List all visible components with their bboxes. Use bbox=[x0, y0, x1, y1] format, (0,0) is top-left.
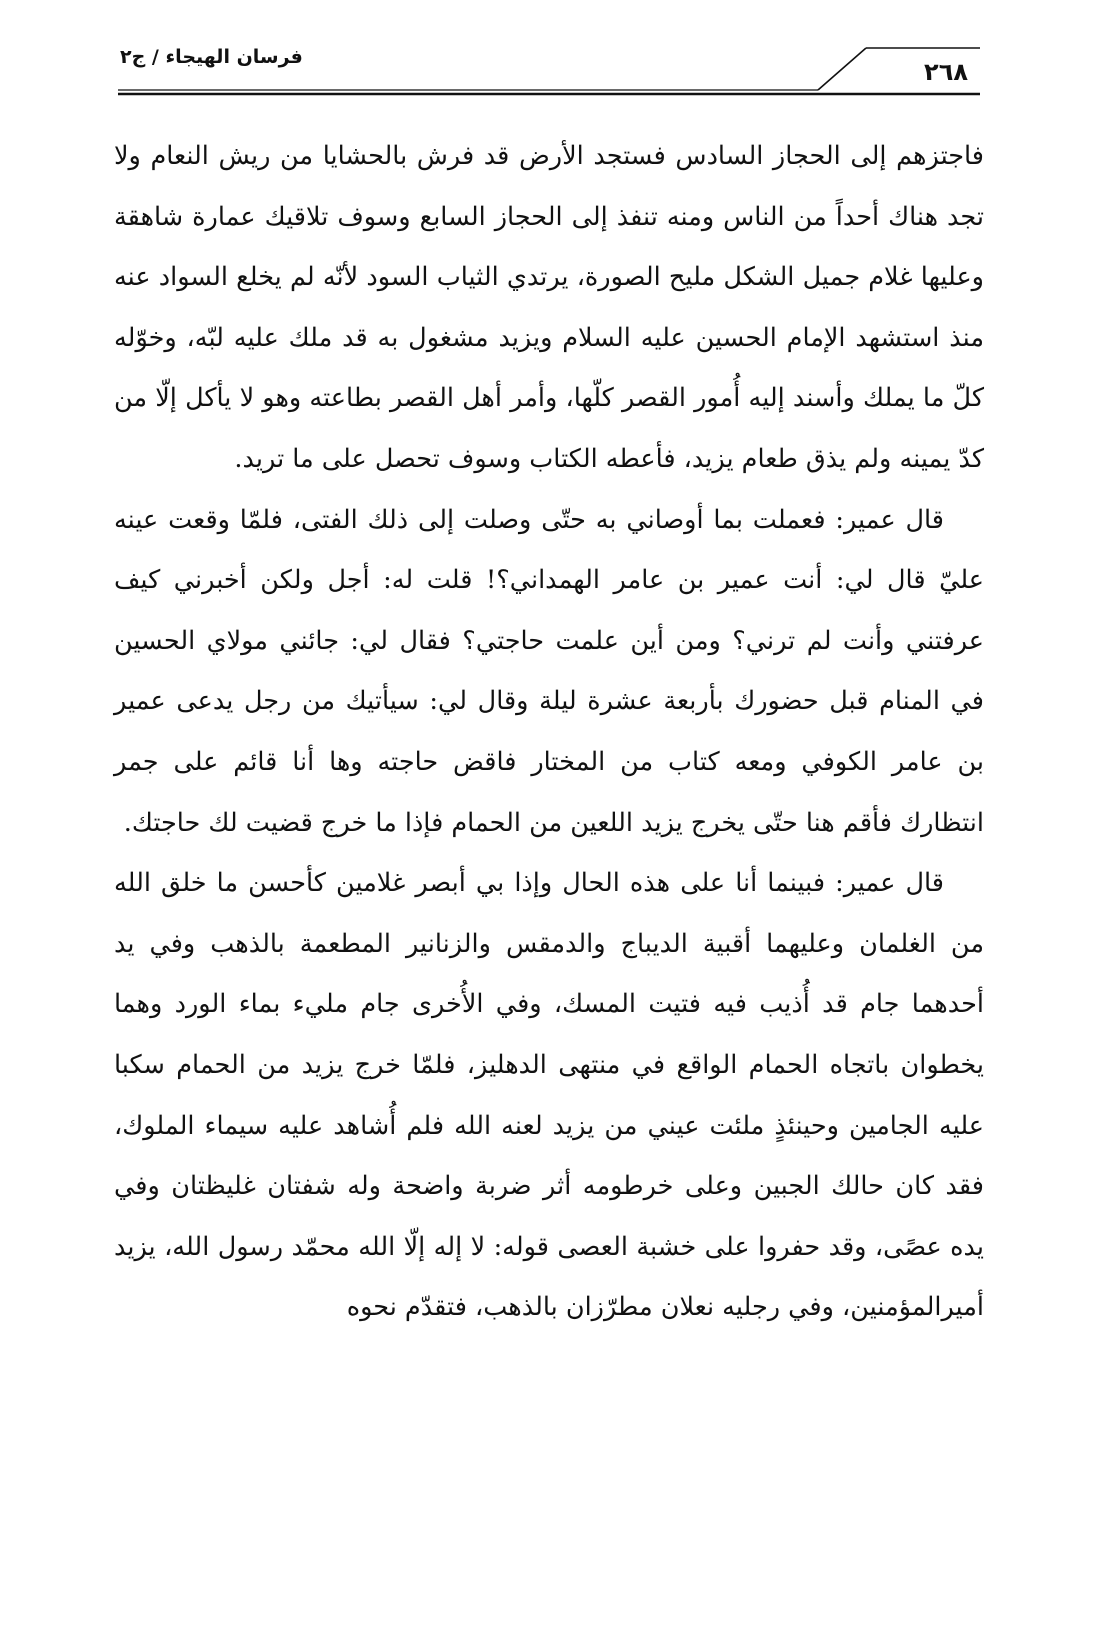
paragraph-3: قال عمير: فبينما أنا على هذه الحال وإذا بي أبصر غلامين كأحسن ما خلق الله من الغلمان وعليهما أقبية الديباج والدمقس والزنانير المطعمة بالذهب وفي يد أحدهما جام قد أُذيب فيه فتيت المسك، وفي الأُخرى جام مليء بماء الورد وهما يخطوان باتجاه الحمام الواقع في منتهى الدهليز، فلمّا خرج يزيد من الحمام سكبا عليه الجامين وحينئذٍ ملئت عيني من يزيد لعنه الله فلم أُشاهد عليه سيماء الملوك، فقد كان حالك الجبين وعلى خرطومه أثر ضربة واضحة وله شفتان غليظتان وفي يده عصًى، وقد حفروا على خشبة العصى قوله: لا إله إلّا الله محمّد رسول الله، يزيد أميرالمؤمنين، وفي رجليه نعلان مطرّزان بالذهب، فتقدّم نحوه bbox=[114, 868, 984, 1323]
paragraph-1: فاجتزهم إلى الحجاز السادس فستجد الأرض قد فرش بالحشايا من ريش النعام ولا تجد هناك أحداً من الناس ومنه تنفذ إلى الحجاز السابع وسوف تلاقيك عمارة شاهقة وعليها غلام جميل الشكل مليح الصورة، يرتدي الثياب السود لأنّه لم يخلع السواد عنه منذ استشهد الإمام الحسين عليه السلام ويزيد مشغول به قد ملك عليه لبّه، وخوّله كلّ ما يملك وأسند إليه أُمور القصر كلّها، وأمر أهل القصر بطاعته وهو لا يأكل إلّا من كدّ يمينه ولم يذق طعام يزيد، فأعطه الكتاب وسوف تحصل على ما تريد. bbox=[114, 141, 984, 474]
paragraph-2: قال عمير: فعملت بما أوصاني به حتّى وصلت إلى ذلك الفتى، فلمّا وقعت عينه عليّ قال لي: أنت عمير بن عامر الهمداني؟! قلت له: أجل ولكن أخبرني كيف عرفتني وأنت لم ترني؟ ومن أين علمت حاجتي؟ فقال لي: جائني مولاي الحسين في المنام قبل حضورك بأربعة عشرة ليلة وقال لي: سيأتيك من رجل يدعى عمير بن عامر الكوفي ومعه كتاب من المختار فاقض حاجته وها أنا قائم على جمر انتظارك فأقم هنا حتّى يخرج يزيد اللعين من الحمام فإذا ما خرج قضيت لك حاجتك. bbox=[114, 504, 984, 838]
running-title: فرسان الهيجاء / ج٢ bbox=[120, 46, 303, 68]
page-number: ٢٦٨ bbox=[924, 58, 968, 86]
body-text bbox=[114, 126, 984, 1338]
page-header bbox=[118, 40, 980, 98]
